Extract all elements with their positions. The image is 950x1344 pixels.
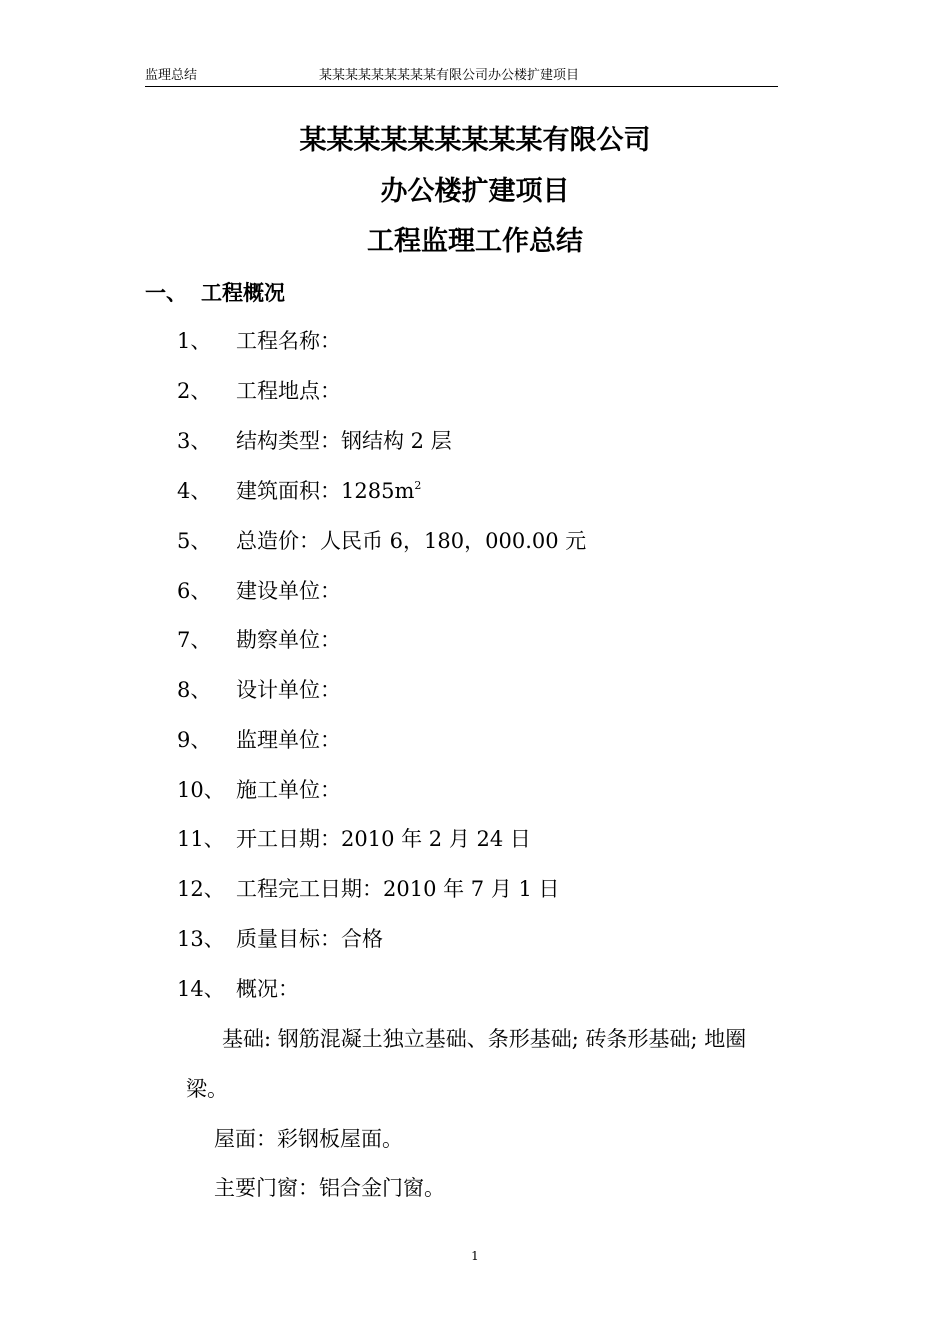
- item-text: 开工日期：2010 年 2 月 24 日: [236, 827, 531, 851]
- section-label: 工程概况: [201, 281, 285, 305]
- item-number: 2、: [177, 379, 212, 403]
- item-text: 概况：: [236, 977, 299, 1001]
- item-text: 施工单位：: [236, 778, 341, 802]
- list-item: [177, 427, 452, 455]
- header-center-text: 某某某某某某某某某有限公司办公楼扩建项目: [319, 68, 580, 83]
- list-item: [177, 925, 383, 953]
- page-number: 1: [471, 1249, 479, 1263]
- item-text: 质量目标：合格: [236, 927, 383, 951]
- item-number: 14、: [177, 977, 225, 1001]
- item-text: 总造价：人民币 6，180，000.00 元: [236, 529, 587, 553]
- item-number: 4、: [177, 479, 212, 503]
- list-item: [177, 875, 560, 903]
- item-text: 工程名称：: [236, 329, 341, 353]
- item-text: 结构类型：钢结构 2 层: [236, 429, 452, 453]
- item-text: 监理单位：: [236, 728, 341, 752]
- overview-roof: 屋面：彩钢板屋面。: [214, 1127, 403, 1151]
- item-number: 3、: [177, 429, 212, 453]
- list-item: [177, 626, 341, 654]
- overview-foundation-line2: 梁。: [186, 1077, 228, 1101]
- item-text: 设计单位：: [236, 678, 341, 702]
- item-number: 6、: [177, 579, 212, 603]
- item-text: 建设单位：: [236, 579, 341, 603]
- item-number: 5、: [177, 529, 212, 553]
- list-item: [177, 975, 299, 1003]
- overview-foundation-line1: 基础: 钢筋混凝土独立基础、条形基础; 砖条形基础; 地圈: [222, 1027, 747, 1051]
- title-project: 办公楼扩建项目: [380, 176, 570, 207]
- item-number: 10、: [177, 778, 225, 802]
- section-number: 一、: [145, 281, 187, 305]
- running-header: [145, 68, 778, 87]
- item-number: 13、: [177, 927, 225, 951]
- item-text: 工程完工日期：2010 年 7 月 1 日: [236, 877, 560, 901]
- title-company: 某某某某某某某某某有限公司: [299, 125, 651, 156]
- overview-doors: 主要门窗：铝合金门窗。: [214, 1176, 445, 1200]
- item-number: 9、: [177, 728, 212, 752]
- item-number: 8、: [177, 678, 212, 702]
- list-item: [177, 327, 341, 355]
- list-item: [177, 527, 586, 555]
- list-item: [177, 477, 421, 505]
- list-item: [177, 377, 341, 405]
- item-number: 7、: [177, 628, 212, 652]
- item-number: 12、: [177, 877, 225, 901]
- list-item: [177, 776, 341, 804]
- item-superscript: 2: [414, 479, 422, 493]
- title-report: 工程监理工作总结: [367, 226, 583, 257]
- section-heading-overview: [145, 279, 285, 307]
- item-text: 工程地点：: [236, 379, 341, 403]
- list-item: [177, 726, 341, 754]
- item-text: 建筑面积：1285m: [236, 479, 415, 503]
- item-number: 1、: [177, 329, 212, 353]
- item-text: 勘察单位：: [236, 628, 341, 652]
- item-number: 11、: [177, 827, 225, 851]
- list-item: [177, 676, 341, 704]
- list-item: [177, 825, 531, 853]
- list-item: [177, 577, 341, 605]
- header-left-text: 监理总结: [145, 68, 198, 83]
